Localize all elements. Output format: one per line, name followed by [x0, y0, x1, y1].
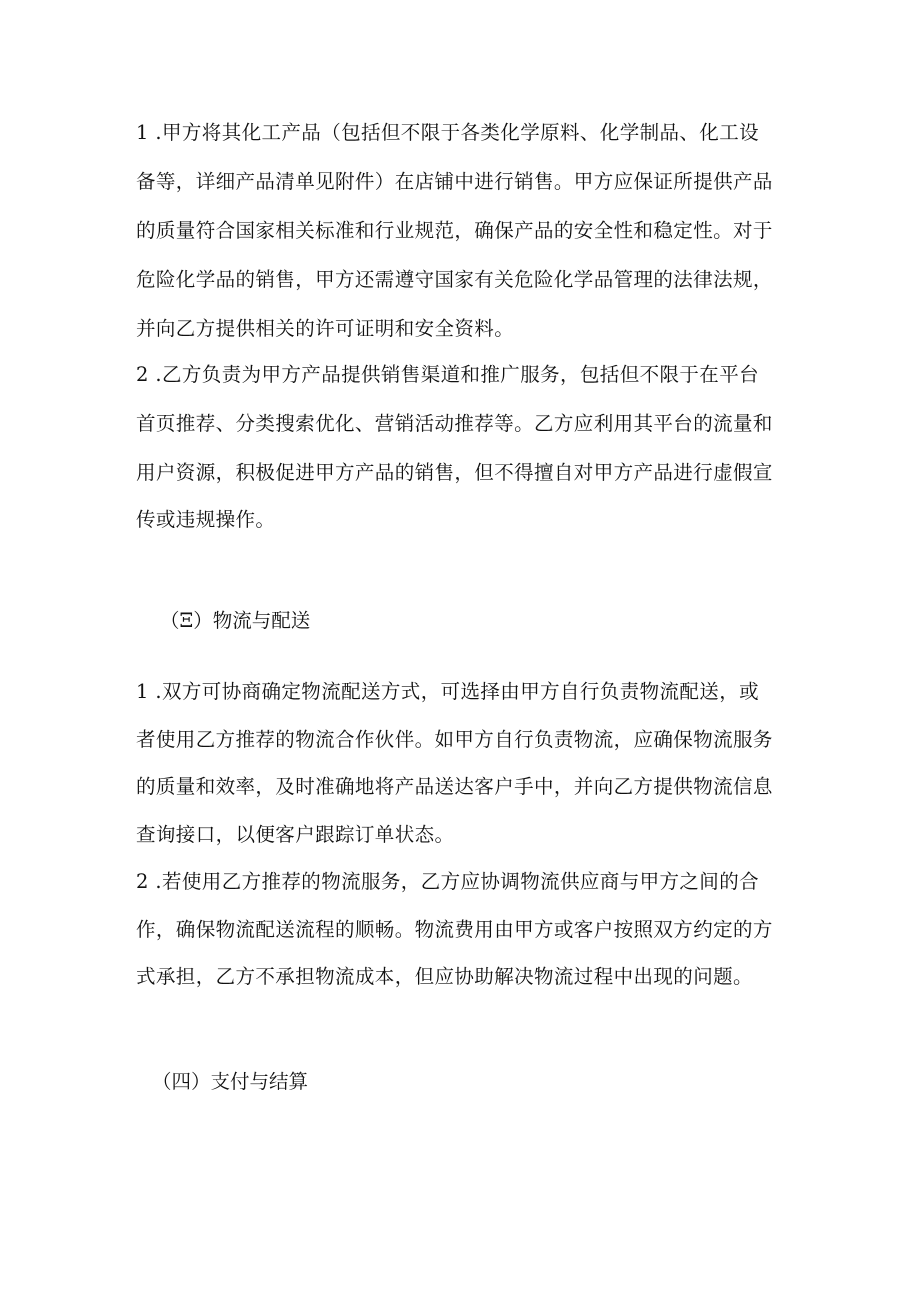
paragraph-line: 并向乙方提供相关的许可证明和安全资料。: [136, 317, 515, 340]
paragraph-line: 备等，详细产品清单见附件）在店铺中进行销售。甲方应保证所提供产品: [136, 170, 773, 193]
paragraph-line: 首页推荐、分类搜索优化、营销活动推荐等。乙方应利用其平台的流量和: [136, 412, 773, 435]
paragraph-line: 1 .甲方将其化工产品（包括但不限于各类化学原料、化学制品、化工设: [136, 121, 760, 144]
section-heading: （四）支付与结算: [152, 1070, 309, 1093]
paragraph-line: 式承担，乙方不承担物流成本，但应协助解决物流过程中出现的问题。: [136, 965, 753, 988]
paragraph-line: 传或违规操作。: [136, 508, 276, 531]
paragraph-line: 用户资源，积极促进甲方产品的销售，但不得擅自对甲方产品进行虚假宣: [136, 461, 773, 484]
paragraph-line: 作，确保物流配送流程的顺畅。物流费用由甲方或客户按照双方约定的方: [136, 918, 773, 941]
paragraph-line: 的质量符合国家相关标准和行业规范，确保产品的安全性和稳定性。对于: [136, 219, 773, 242]
section-heading: （Ξ）物流与配送: [160, 609, 311, 632]
paragraph-line: 2 .乙方负责为甲方产品提供销售渠道和推广服务，包括但不限于在平台: [136, 363, 760, 386]
paragraph-line: 1 .双方可协商确定物流配送方式，可选择由甲方自行负责物流配送，或: [136, 680, 760, 703]
paragraph-line: 者使用乙方推荐的物流合作伙伴。如甲方自行负责物流，应确保物流服务: [136, 728, 773, 751]
paragraph-line: 2 .若使用乙方推荐的物流服务，乙方应协调物流供应商与甲方之间的合: [136, 870, 760, 893]
paragraph-line: 危险化学品的销售，甲方还需遵守国家有关危险化学品管理的法律法规，: [136, 268, 773, 291]
paragraph-line: 查询接口，以便客户跟踪订单状态。: [136, 823, 455, 846]
paragraph-line: 的质量和效率，及时准确地将产品送达客户手中，并向乙方提供物流信息: [136, 775, 773, 798]
